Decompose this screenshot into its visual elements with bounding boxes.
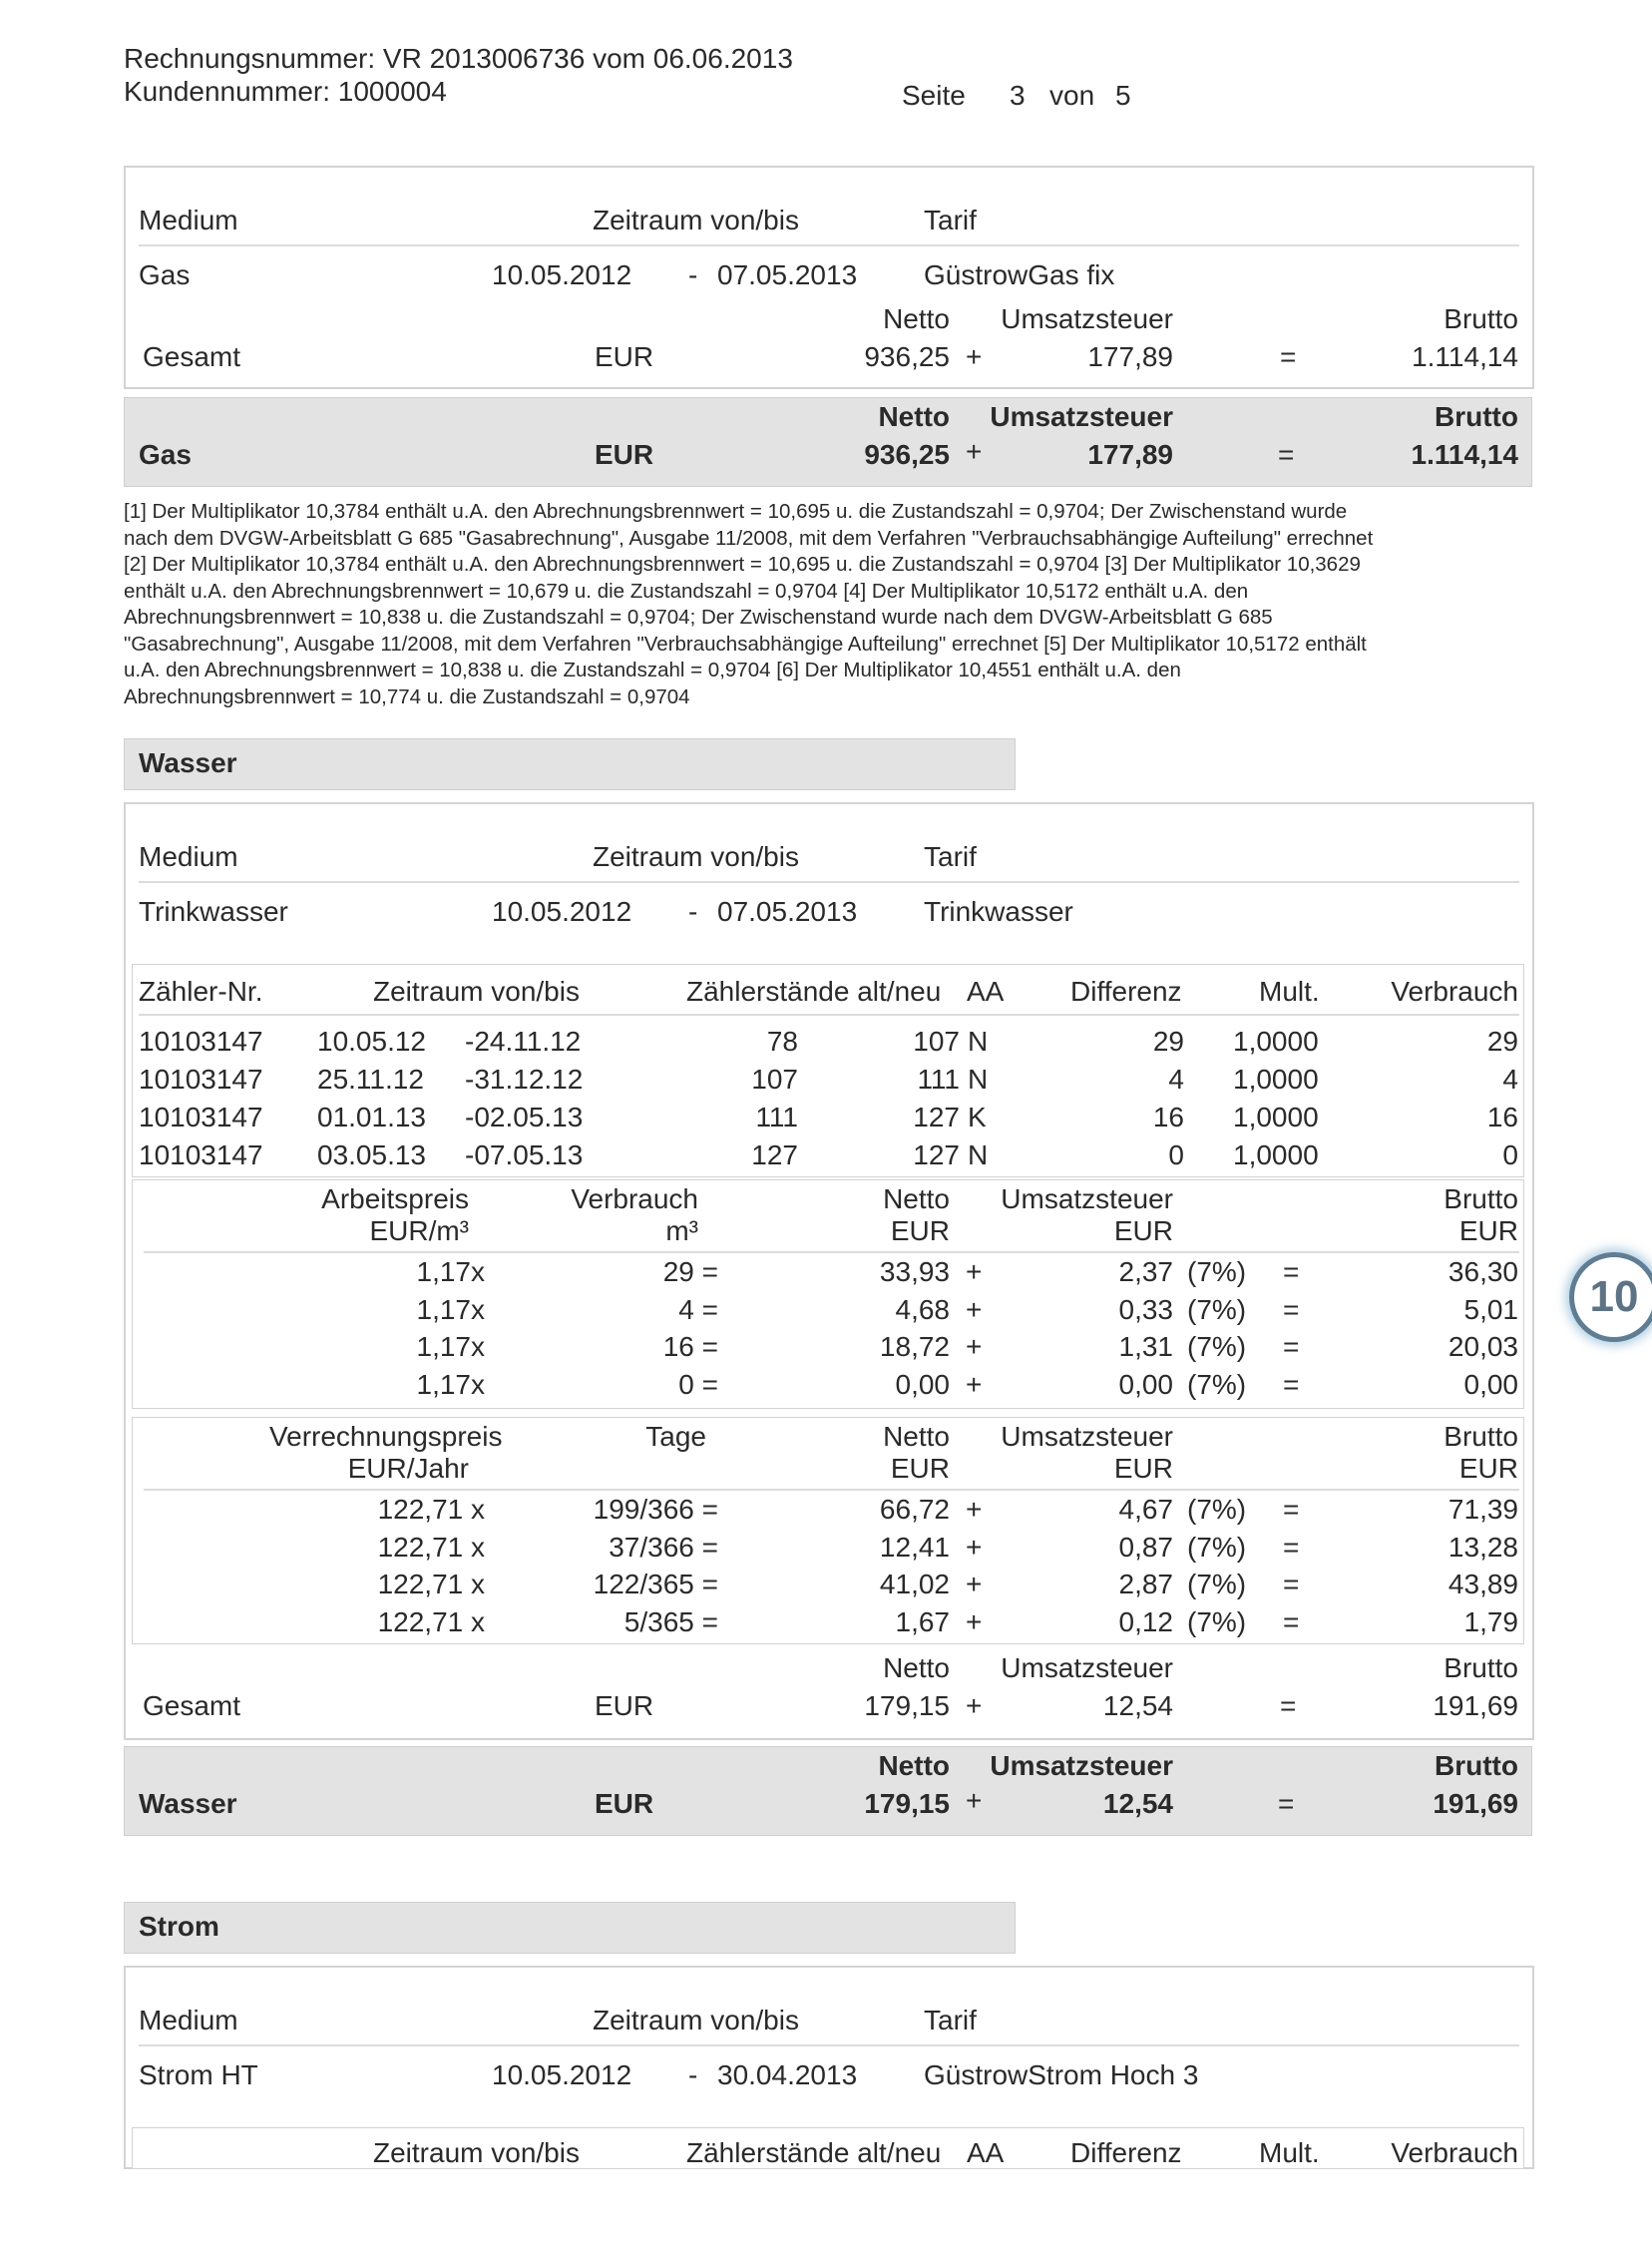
settlement-equals: = [1283, 1494, 1300, 1525]
settlement-days: 37/366 = [609, 1531, 718, 1563]
work-net: 0,00 [895, 1368, 950, 1400]
meter-aa: N [968, 1064, 989, 1095]
water-summary-vat: 12,54 [1102, 1788, 1173, 1819]
settlement-plus: + [966, 1569, 983, 1599]
meter-readings-header: Zählerstände alt/neu [686, 976, 942, 1007]
meter-reading-new: 127 [913, 1139, 960, 1170]
meter-diff-header: Differenz [1070, 976, 1182, 1007]
invoice-number: Rechnungsnummer: VR 2013006736 vom 06.06.2013 [124, 43, 793, 74]
meter-mult: 1,0000 [1233, 1026, 1319, 1057]
meter-no-header: Zähler-Nr. [139, 976, 263, 1007]
meter-reading-new: 111 [917, 1064, 960, 1095]
water-summary-equals: = [1278, 1788, 1295, 1819]
work-qty: 29 = [662, 1256, 718, 1287]
gas-from: 10.05.2012 [492, 259, 632, 290]
work-gross: 20,03 [1447, 1331, 1518, 1362]
settlement-vat-header: Umsatzsteuer [1001, 1421, 1173, 1452]
water-summary-currency: EUR [595, 1788, 654, 1819]
meter-consumption-header: Verbrauch [1391, 976, 1518, 1007]
work-vat: 2,37 [1118, 1256, 1173, 1287]
power-section-title: Strom [139, 1911, 219, 1942]
work-net: 33,93 [879, 1256, 950, 1287]
settlement-days: 199/366 = [593, 1494, 718, 1525]
meter-aa-header: AA [967, 976, 1005, 1007]
work-price: 1,17x [416, 1331, 485, 1362]
meter-header-divider [139, 1014, 1519, 1016]
work-net: 4,68 [895, 1293, 950, 1325]
work-header-divider [144, 1251, 1519, 1253]
power-meter-consumption-header: Verbrauch [1391, 2137, 1518, 2168]
power-meter-aa-header: AA [967, 2137, 1005, 2168]
meter-reading-new: 107 [913, 1026, 960, 1057]
settlement-price-unit: EUR/Jahr [347, 1453, 469, 1484]
page-total: 5 [1115, 80, 1131, 111]
settlement-net: 12,41 [879, 1531, 950, 1563]
work-vat-rate: (7%) [1187, 1256, 1247, 1287]
meter-to: -02.05.13 [465, 1102, 584, 1132]
page-of: von [1049, 80, 1095, 111]
settlement-equals: = [1283, 1605, 1300, 1637]
settlement-gross: 71,39 [1447, 1494, 1518, 1525]
meter-from: 25.11.12 [317, 1064, 424, 1095]
power-meter-period-header: Zeitraum von/bis [373, 2137, 580, 2168]
gas-summary-gross: 1.114,14 [1411, 439, 1518, 470]
work-qty: 4 = [678, 1293, 718, 1325]
meter-to: -07.05.13 [465, 1139, 584, 1170]
work-qty: 0 = [678, 1368, 718, 1400]
meter-mult: 1,0000 [1233, 1102, 1319, 1132]
gas-summary-net: 936,25 [864, 439, 950, 470]
settlement-vat: 0,12 [1118, 1605, 1173, 1637]
water-tariff: Trinkwasser [924, 896, 1073, 927]
gas-tariff: GüstrowGas fix [924, 259, 1115, 290]
gas-summary-vat: 177,89 [1087, 439, 1173, 470]
work-equals: = [1283, 1256, 1300, 1287]
settlement-days: 5/365 = [623, 1605, 718, 1637]
settlement-gross-unit: EUR [1458, 1453, 1518, 1484]
gas-vat-header: Umsatzsteuer [1001, 303, 1173, 334]
page-label: Seite [902, 80, 966, 111]
meter-aa: K [968, 1102, 987, 1132]
water-total-label: Gesamt [143, 1690, 241, 1721]
settlement-days-header: Tage [645, 1421, 706, 1452]
settlement-net: 66,72 [879, 1494, 950, 1525]
meter-aa: N [968, 1026, 989, 1057]
settlement-plus: + [966, 1605, 983, 1637]
power-meter-readings-header: Zählerstände alt/neu [686, 2137, 942, 2168]
work-vat: 0,33 [1118, 1293, 1173, 1325]
water-total-currency: EUR [595, 1690, 654, 1721]
work-gross: 0,00 [1463, 1368, 1518, 1400]
work-price-header: Arbeitspreis [321, 1183, 469, 1214]
settlement-price-header: Verrechnungspreis [269, 1421, 503, 1452]
power-medium-header: Medium [139, 2005, 238, 2035]
water-summary-net: 179,15 [864, 1788, 950, 1819]
settlement-vat-rate: (7%) [1187, 1531, 1247, 1563]
page-current: 3 [1010, 80, 1026, 111]
gas-tariff-header: Tarif [924, 205, 977, 235]
gas-summary-label: Gas [139, 439, 192, 470]
settlement-price: 122,71 x [377, 1531, 485, 1563]
water-summary-vat-header: Umsatzsteuer [990, 1750, 1173, 1781]
gas-medium-header: Medium [139, 205, 238, 235]
meter-period-header: Zeitraum von/bis [373, 976, 580, 1007]
settlement-net: 41,02 [879, 1569, 950, 1599]
work-price-unit: EUR/m³ [369, 1215, 469, 1246]
work-gross-unit: EUR [1458, 1215, 1518, 1246]
water-gross-header: Brutto [1444, 1652, 1518, 1683]
power-dash: - [688, 2059, 698, 2090]
settlement-price: 122,71 x [377, 1605, 485, 1637]
settlement-vat-rate: (7%) [1187, 1494, 1247, 1525]
power-period-header: Zeitraum von/bis [593, 2005, 799, 2035]
meter-reading-old: 127 [751, 1139, 798, 1170]
customer-number: Kundennummer: 1000004 [124, 76, 447, 107]
power-meter-diff-header: Differenz [1070, 2137, 1182, 2168]
settlement-vat-rate: (7%) [1187, 1569, 1247, 1599]
power-section-header [124, 1902, 1016, 1954]
gas-header-divider [139, 244, 1519, 246]
work-plus: + [966, 1331, 983, 1362]
meter-reading-old: 111 [755, 1102, 798, 1132]
settlement-equals: = [1283, 1569, 1300, 1599]
water-medium-header: Medium [139, 841, 238, 872]
work-equals: = [1283, 1331, 1300, 1362]
water-section-title: Wasser [139, 747, 237, 778]
settlement-gross: 13,28 [1447, 1531, 1518, 1563]
meter-consumption: 16 [1486, 1102, 1518, 1132]
water-total-equals: = [1280, 1690, 1297, 1721]
settlement-price: 122,71 x [377, 1494, 485, 1525]
gas-medium: Gas [139, 259, 191, 290]
work-net-unit: EUR [890, 1215, 950, 1246]
work-plus: + [966, 1293, 983, 1325]
meter-reading-old: 78 [766, 1026, 798, 1057]
meter-number: 10103147 [139, 1064, 263, 1095]
work-equals: = [1283, 1293, 1300, 1325]
work-vat-unit: EUR [1113, 1215, 1173, 1246]
meter-consumption: 29 [1486, 1026, 1518, 1057]
gas-period-header: Zeitraum von/bis [593, 205, 799, 235]
work-vat-rate: (7%) [1187, 1368, 1247, 1400]
power-medium: Strom HT [139, 2059, 258, 2090]
power-meter-mult-header: Mult. [1259, 2137, 1320, 2168]
gas-summary-gross-header: Brutto [1435, 401, 1518, 432]
gas-net-header: Netto [883, 303, 950, 334]
water-vat-header: Umsatzsteuer [1001, 1652, 1173, 1683]
work-plus: + [966, 1368, 983, 1400]
meter-from: 10.05.12 [317, 1026, 426, 1057]
water-from: 10.05.2012 [492, 896, 632, 927]
power-to: 30.04.2013 [717, 2059, 858, 2090]
work-vat: 0,00 [1118, 1368, 1173, 1400]
meter-mult: 1,0000 [1233, 1139, 1319, 1170]
meter-to: -24.11.12 [465, 1026, 582, 1057]
work-consumption-unit: m³ [665, 1215, 698, 1246]
work-net: 18,72 [879, 1331, 950, 1362]
water-dash: - [688, 896, 698, 927]
gas-gross-header: Brutto [1444, 303, 1518, 334]
work-vat-rate: (7%) [1187, 1293, 1247, 1325]
settlement-header-divider [144, 1489, 1519, 1491]
power-from: 10.05.2012 [492, 2059, 632, 2090]
gas-summary-currency: EUR [595, 439, 654, 470]
meter-mult: 1,0000 [1233, 1064, 1319, 1095]
meter-mult-header: Mult. [1259, 976, 1320, 1007]
settlement-plus: + [966, 1494, 983, 1525]
settlement-vat: 2,87 [1118, 1569, 1173, 1599]
work-price: 1,17x [416, 1293, 485, 1325]
settlement-net-header: Netto [883, 1421, 950, 1452]
meter-to: -31.12.12 [465, 1064, 584, 1095]
settlement-gross: 1,79 [1463, 1605, 1518, 1637]
work-plus: + [966, 1256, 983, 1287]
water-summary-gross: 191,69 [1433, 1788, 1518, 1819]
power-tariff: GüstrowStrom Hoch 3 [924, 2059, 1199, 2090]
water-total-gross: 191,69 [1433, 1690, 1518, 1721]
settlement-gross-header: Brutto [1444, 1421, 1518, 1452]
meter-number: 10103147 [139, 1139, 263, 1170]
water-tariff-header: Tarif [924, 841, 977, 872]
work-equals: = [1283, 1368, 1300, 1400]
power-tariff-header: Tarif [924, 2005, 977, 2035]
water-header-divider [139, 881, 1519, 883]
power-header-divider [139, 2044, 1519, 2046]
work-price: 1,17x [416, 1368, 485, 1400]
meter-reading-old: 107 [751, 1064, 798, 1095]
water-section-header [124, 738, 1016, 790]
work-qty: 16 = [662, 1331, 718, 1362]
water-total-net: 179,15 [864, 1690, 950, 1721]
settlement-days: 122/365 = [593, 1569, 718, 1599]
gas-total-net: 936,25 [864, 341, 950, 372]
work-gross: 5,01 [1463, 1293, 1518, 1325]
work-price: 1,17x [416, 1256, 485, 1287]
settlement-plus: + [966, 1531, 983, 1563]
page-number-badge[interactable]: 10 [1569, 1252, 1652, 1342]
gas-to: 07.05.2013 [717, 259, 858, 290]
meter-consumption: 4 [1502, 1064, 1518, 1095]
settlement-equals: = [1283, 1531, 1300, 1563]
gas-summary-vat-header: Umsatzsteuer [990, 401, 1173, 432]
gas-total-equals: = [1280, 341, 1297, 372]
gas-summary-equals: = [1278, 439, 1295, 470]
gas-total-currency: EUR [595, 341, 654, 372]
meter-difference: 4 [1168, 1064, 1184, 1095]
gas-total-gross: 1.114,14 [1412, 341, 1518, 372]
settlement-price: 122,71 x [377, 1569, 485, 1599]
water-summary-plus: + [966, 1785, 983, 1816]
meter-from: 03.05.13 [317, 1139, 426, 1170]
gas-dash: - [688, 259, 698, 290]
gas-total-plus: + [966, 341, 983, 372]
water-period-header: Zeitraum von/bis [593, 841, 799, 872]
meter-number: 10103147 [139, 1102, 263, 1132]
meter-aa: N [968, 1139, 989, 1170]
water-summary-label: Wasser [139, 1788, 237, 1819]
settlement-vat-unit: EUR [1113, 1453, 1173, 1484]
water-summary-gross-header: Brutto [1435, 1750, 1518, 1781]
meter-reading-new: 127 [913, 1102, 960, 1132]
work-vat-rate: (7%) [1187, 1331, 1247, 1362]
work-gross: 36,30 [1447, 1256, 1518, 1287]
gas-total-label: Gesamt [143, 341, 241, 372]
water-medium: Trinkwasser [139, 896, 288, 927]
water-to: 07.05.2013 [717, 896, 858, 927]
meter-difference: 29 [1152, 1026, 1184, 1057]
meter-difference: 16 [1152, 1102, 1184, 1132]
gas-summary-plus: + [966, 436, 983, 467]
settlement-gross: 43,89 [1447, 1569, 1518, 1599]
meter-number: 10103147 [139, 1026, 263, 1057]
water-total-plus: + [966, 1690, 983, 1721]
water-summary-net-header: Netto [878, 1750, 950, 1781]
water-total-vat: 12,54 [1102, 1690, 1173, 1721]
work-vat: 1,31 [1118, 1331, 1173, 1362]
gas-summary-net-header: Netto [878, 401, 950, 432]
work-vat-header: Umsatzsteuer [1001, 1183, 1173, 1214]
gas-total-vat: 177,89 [1087, 341, 1173, 372]
gas-footnote: [1] Der Multiplikator 10,3784 enthält u.A. den Abrechnungsbrennwert = 10,695 u. die Zustandszahl = 0,9704; Der Zwischenstand wurde nach dem DVGW-Arbeitsblatt G 685 "Gasabrechnung", Ausgabe 11/2008, mit dem Verfahren "Verbrauchsabhängige Aufteilung" errechnet [2] Der Multiplikator 10,3784 enthält u.A. den Abrechnungsbrennwert = 10,695 u. die Zustandszahl = 0,9704 [3] Der Multiplikator 10,3629 enthält u.A. den Abrechnungsbrennwert = 10,679 u. die Zustandszahl = 0,9704 [4] Der Multiplikator 10,5172 enthält u.A. den Abrechnungsbrennwert = 10,838 u. die Zustandszahl = 0,9704; Der Zwischenstand wurde nach dem DVGW-Arbeitsblatt G 685 "Gasabrechnung", Ausgabe 11/2008, mit dem Verfahren "Verbrauchsabhängige Aufteilung" errechnet [5] Der Multiplikator 10,5172 enthält u.A. den Abrechnungsbrennwert = 10,838 u. die Zustandszahl = 0,9704 [6] Der Multiplikator 10,4551 enthält u.A. den Abrechnungsbrennwert = 10,774 u. die Zustandszahl = 0,9704 [124, 500, 1374, 708]
water-net-header: Netto [883, 1652, 950, 1683]
meter-from: 01.01.13 [317, 1102, 426, 1132]
settlement-vat: 4,67 [1118, 1494, 1173, 1525]
meter-difference: 0 [1168, 1139, 1184, 1170]
work-gross-header: Brutto [1444, 1183, 1518, 1214]
settlement-vat: 0,87 [1118, 1531, 1173, 1563]
work-consumption-header: Verbrauch [571, 1183, 698, 1214]
meter-consumption: 0 [1502, 1139, 1518, 1170]
work-net-header: Netto [883, 1183, 950, 1214]
settlement-net: 1,67 [895, 1605, 950, 1637]
settlement-vat-rate: (7%) [1187, 1605, 1247, 1637]
settlement-net-unit: EUR [890, 1453, 950, 1484]
